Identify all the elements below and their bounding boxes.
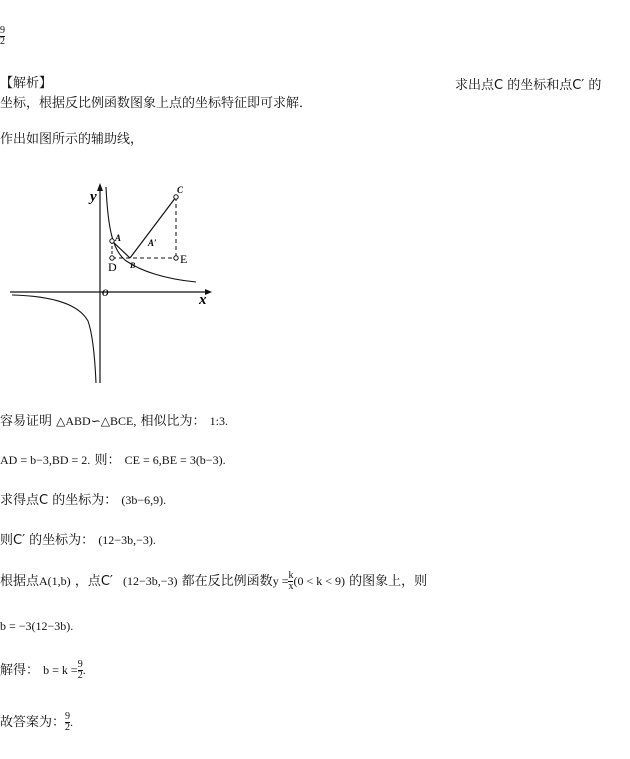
step-1-math: △ABD∽△BCE, [56,414,137,428]
step-1-prefix: 容易证明 [0,414,53,429]
step-5-prefix: 根据点 [0,574,40,589]
step-2-result: CE = 6,BE = 3(b−3). [124,453,226,467]
top-answer-numerator: 9 [0,25,5,36]
step-5-point-a: A(1,b) [39,574,71,588]
step-1-ratio: 1:3. [209,414,228,428]
step-5-func-numerator: k [288,570,294,581]
step-2 [0,449,226,468]
step-8-text: 故答案为： [0,715,66,730]
point-a [110,239,114,243]
label-a: A [115,233,122,243]
origin-label: O [102,288,109,298]
label-b: B [130,261,136,270]
hyperbola-branch-2 [12,295,96,383]
step-7-numerator: 9 [77,659,83,670]
step-4 [0,529,156,548]
step-5 [0,570,427,592]
step-5-func-lhs: y = [272,574,289,588]
step-8: 故答案为： $\frac{9}{2}$ . [0,711,74,733]
analysis-line-2: 坐标，根据反比例函数图象上点的坐标特征即可求解． [0,96,313,111]
label-c: C [177,185,184,195]
step-5-suffix: 的图象上，则 [349,574,428,589]
y-axis-arrow [97,183,103,191]
step-3-text: 求得点C 的坐标为： [0,493,118,508]
point-e [174,256,178,260]
step-2-math: AD = b−3,BD = 2. [0,453,91,467]
hyperbola-figure [0,175,230,387]
step-5-func-denominator: x [288,581,294,592]
step-5-point-c: (12−3b,−3) [123,574,178,588]
label-a-prime: A′ [148,238,157,248]
analysis-right-text: 求出点C 的坐标和点C′ 的 [455,78,602,93]
step-5-func-condition: (0 < k < 9) [293,574,345,588]
step-4-math: (12−3b,−3). [98,533,156,547]
step-7: 解得： b = k = $\frac{9}{2}$ . [0,659,86,681]
step-2-then: 则： [94,453,121,468]
step-1-text: 相似比为： [140,414,206,429]
analysis-label: 【解析】 [0,76,53,91]
y-axis-label: y [90,189,97,205]
step-7-math: b = k = [43,663,78,677]
intro-text: 作出如图所示的辅助线， [0,132,144,147]
top-answer-fraction [0,26,5,47]
final-answer-denominator: 2 [65,722,71,733]
step-1 [0,410,228,429]
final-answer-numerator: 9 [65,711,71,722]
step-6-math: b = −3(12−3b). [0,619,74,633]
segment-b-c [130,197,176,258]
step-5-mid: ，点C′ [74,574,113,589]
step-7-text: 解得： [0,663,40,678]
step-3 [0,489,166,508]
x-axis-label: x [199,292,207,308]
label-e: E [180,252,188,266]
label-d: D [108,260,117,274]
top-answer-denominator: 2 [0,36,5,47]
step-4-text: 则C′ 的坐标为： [0,533,95,548]
step-7-denominator: 2 [77,670,83,681]
step-5-text: 都在反比例函数 [181,574,273,589]
point-c [174,195,178,199]
step-3-math: (3b−6,9). [121,493,167,507]
